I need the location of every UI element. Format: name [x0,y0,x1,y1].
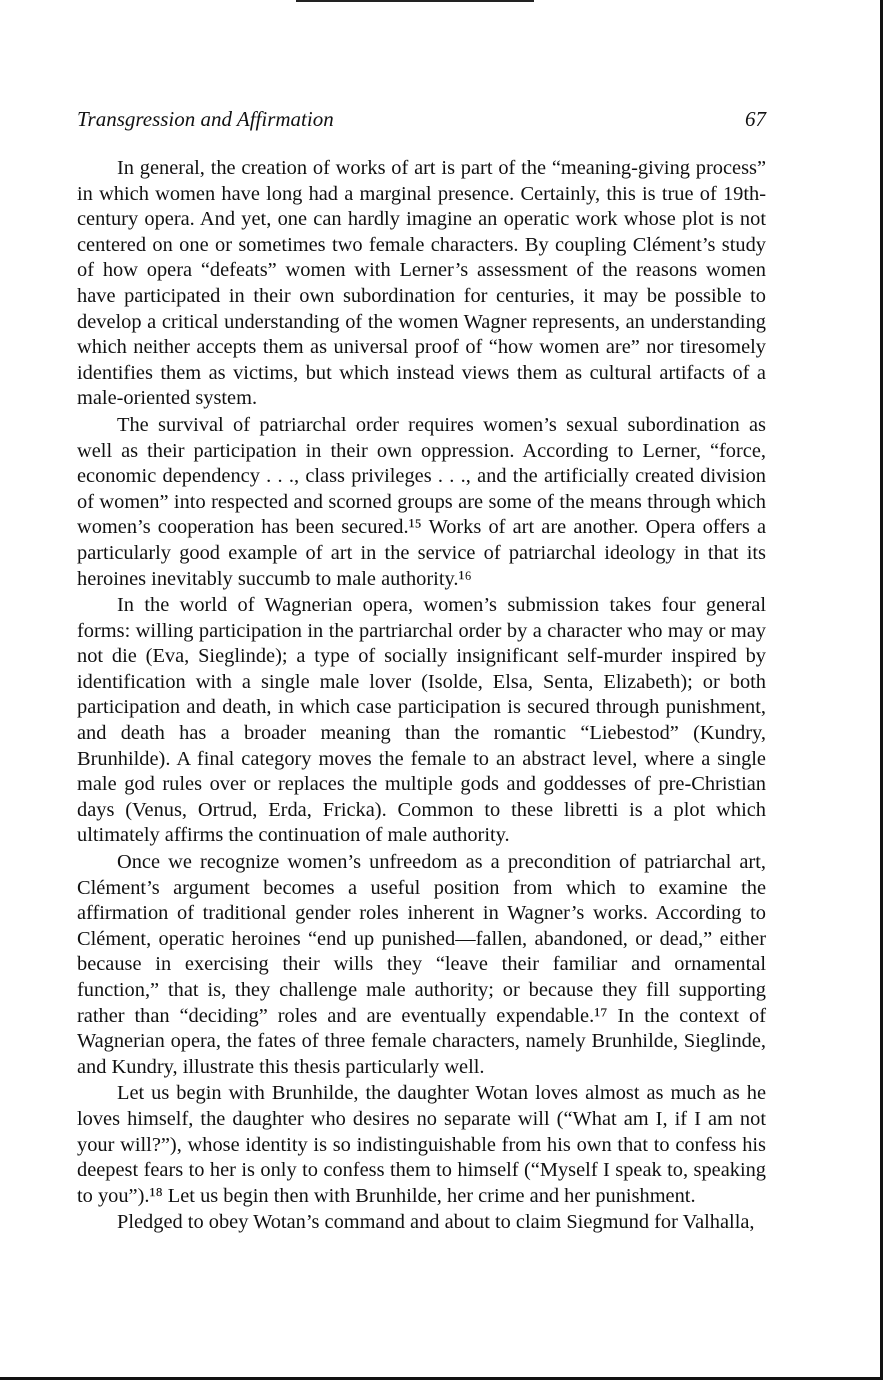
running-title: Transgression and Affirmation [77,107,334,131]
paragraph-5: Let us begin with Brunhilde, the daughter Wotan loves almost as much as he loves himself, the daughter who desires no separate will (“What am I, if I am not your will?”), whose identity is so indistinguishable from his own that to confess his deepest fears to her is only to confess them to himself (“Myself I speak to, speaking to you”).¹⁸ Let us begin then with Brunhilde, her crime and her punishment. [77,1082,766,1207]
paragraph-4: Once we recognize women’s unfreedom as a precondition of patriarchal art, Clément’s argument becomes a useful position from which to examine the affirmation of traditional gender roles inherent in Wagner’s works. According to Clément, operatic heroines “end up punished—fallen, abandoned, or dead,” either because in exercising their wills they “leave their familiar and ornamental function,” that is, they challenge male authority; or because they fill supporting rather than “deciding” roles and are eventually expendable.¹⁷ In the context of Wagnerian opera, the fates of three female characters, namely Brunhilde, Sieglinde, and Kundry, illustrate this thesis particularly well. [77,851,766,1078]
running-head [77,104,766,134]
paragraph-1: In general, the creation of works of art is part of the “meaning-giving process” in which women have long had a marginal presence. Certainly, this is true of 19th-century opera. And yet, one can hardly imagine an operatic work whose plot is not centered on one or sometimes two female characters. By coupling Clément’s study of how opera “defeats” women with Lerner’s assessment of the reasons women have participated in their own subordination for centuries, it may be possible to develop a critical understanding of the women Wagner represents, an understanding which neither accepts them as universal proof of “how women are” nor tiresomely identifies them as victims, but which instead views them as cultural artifacts of a male-oriented system. [77,157,766,410]
body-text [77,156,766,1236]
paragraph-6: Pledged to obey Wotan’s command and about to claim Siegmund for Valhalla, [117,1211,755,1234]
paragraph-2: The survival of patriarchal order requires women’s sexual subordination as well as their participation in their own oppression. According to Lerner, “force, economic dependency . . ., class privileges . . ., and the artificially created division of women” into respected and scorned groups are some of the means through which women’s cooperation has been secured.¹⁵ Works of art are another. Opera offers a particularly good example of art in the service of patriarchal ideology in that its heroines inevitably succumb to male authority.¹⁶ [77,413,766,590]
paragraph-3: In the world of Wagnerian opera, women’s submission takes four general forms: willing participation in the partriarchal order by a character who may or may not die (Eva, Sieglinde); a type of socially insignificant self-murder inspired by identification with a single male lover (Isolde, Elsa, Senta, Elizabeth); or both participation and death, in which case participation is secured through punishment, and death has a broader meaning than the romantic “Liebestod” (Kundry, Brunhilde). A final category moves the female to an abstract level, where a single male god rules over or replaces the multiple gods and goddesses of pre-Christian days (Venus, Ortrud, Erda, Fricka). Common to these libretti is a plot which ultimately affirms the continuation of male authority. [77,594,766,847]
page-number: 67 [745,107,766,131]
top-scan-rule [296,0,534,2]
